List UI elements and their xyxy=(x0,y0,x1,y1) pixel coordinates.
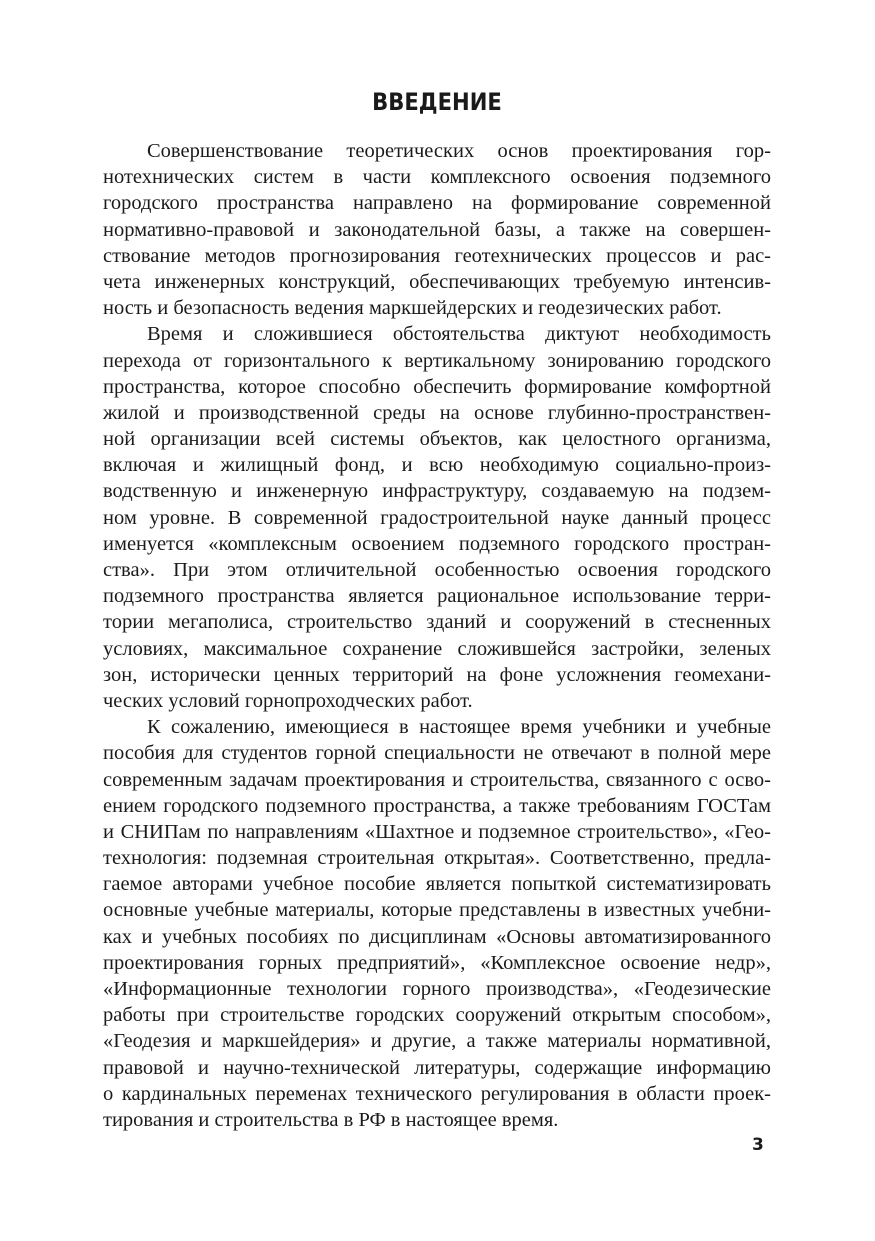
text-line: ках и учебных пособиях по дисциплинам «Основы автоматизированного xyxy=(103,925,771,948)
text-line: ческих условий горнопроходческих работ. xyxy=(103,689,473,712)
text-line: современным задачам проектирования и строительства, связанного с осво- xyxy=(103,768,771,791)
text-line: ность и безопасность ведения маркшейдерских и геодезических работ. xyxy=(103,297,722,320)
text-line: К сожалению, имеющиеся в настоящее время учебники и учебные xyxy=(147,716,771,739)
page-number: 3 xyxy=(752,1135,764,1155)
text-line: тории мегаполиса, строительство зданий и сооружений в стесненных xyxy=(103,611,771,634)
text-line: городского пространства направлено на формирование современной xyxy=(103,192,771,215)
text-line: ном уровне. В современной градостроительной науке данный процесс xyxy=(103,506,771,529)
paragraph-2 xyxy=(103,321,771,714)
text-line: перехода от горизонтального к вертикальному зонированию городского xyxy=(103,349,771,372)
page-content xyxy=(103,88,771,1133)
text-line: тирования и строительства в РФ в настоящее время. xyxy=(103,1108,559,1131)
text-line: проектирования горных предприятий», «Комплексное освоение недр», xyxy=(103,951,771,974)
text-line: «Информационные технологии горного производства», «Геодезические xyxy=(103,978,771,1000)
text-line: ствование методов прогнозирования геотехнических процессов и рас- xyxy=(103,244,771,267)
text-line: и СНИПам по направлениям «Шахтное и подземное строительство», «Гео- xyxy=(103,820,771,843)
text-line: правовой и научно-технической литературы, содержащие информацию xyxy=(103,1056,771,1079)
text-line: пособия для студентов горной специальности не отвечают в полной мере xyxy=(103,742,771,765)
text-line: гаемое авторами учебное пособие является попыткой систематизировать xyxy=(103,873,771,896)
text-line: технология: подземная строительная открытая». Соответственно, предла- xyxy=(103,847,771,870)
text-line: пространства, которое способно обеспечить формирование комфортной xyxy=(103,375,771,398)
text-line: жилой и производственной среды на основе глубинно-пространствен- xyxy=(103,401,771,424)
text-line: подземного пространства является рациональное использование терри- xyxy=(103,585,771,608)
text-line: Совершенствование теоретических основ проектирования гор- xyxy=(147,140,771,162)
paragraph-1 xyxy=(103,138,771,321)
text-line: «Геодезия и маркшейдерия» и другие, а также материалы нормативной, xyxy=(103,1030,771,1053)
text-line: зон, исторически ценных территорий на фоне усложнения геомехани- xyxy=(103,663,771,686)
paragraph-3 xyxy=(103,714,771,1133)
text-line: Время и сложившиеся обстоятельства диктуют необходимость xyxy=(147,323,771,346)
text-line: нотехнических систем в части комплексного освоения подземного xyxy=(103,166,771,189)
text-line: именуется «комплексным освоением подземного городского простран- xyxy=(103,532,771,555)
text-line: о кардинальных переменах технического регулирования в области проек- xyxy=(103,1082,771,1105)
text-line: водственную и инженерную инфраструктуру, создаваемую на подзем- xyxy=(103,480,771,503)
text-line: работы при строительстве городских сооружений открытым способом», xyxy=(103,1004,771,1027)
text-line: ной организации всей системы объектов, как целостного организма, xyxy=(103,428,771,451)
page-title: ВВЕДЕНИЕ xyxy=(372,88,502,116)
text-line: условиях, максимальное сохранение сложившейся застройки, зеленых xyxy=(103,637,771,660)
text-line: ением городского подземного пространства, а также требованиям ГОСТам xyxy=(103,794,771,817)
text-line: ства». При этом отличительной особенностью освоения городского xyxy=(103,559,771,581)
body-text xyxy=(103,138,771,1133)
text-line: чета инженерных конструкций, обеспечивающих требуемую интенсив- xyxy=(103,270,771,293)
text-line: включая и жилищный фонд, и всю необходимую социально-произ- xyxy=(103,454,771,477)
text-line: нормативно-правовой и законодательной базы, а также на совершен- xyxy=(103,218,771,241)
text-line: основные учебные материалы, которые представлены в известных учебни- xyxy=(103,899,771,922)
